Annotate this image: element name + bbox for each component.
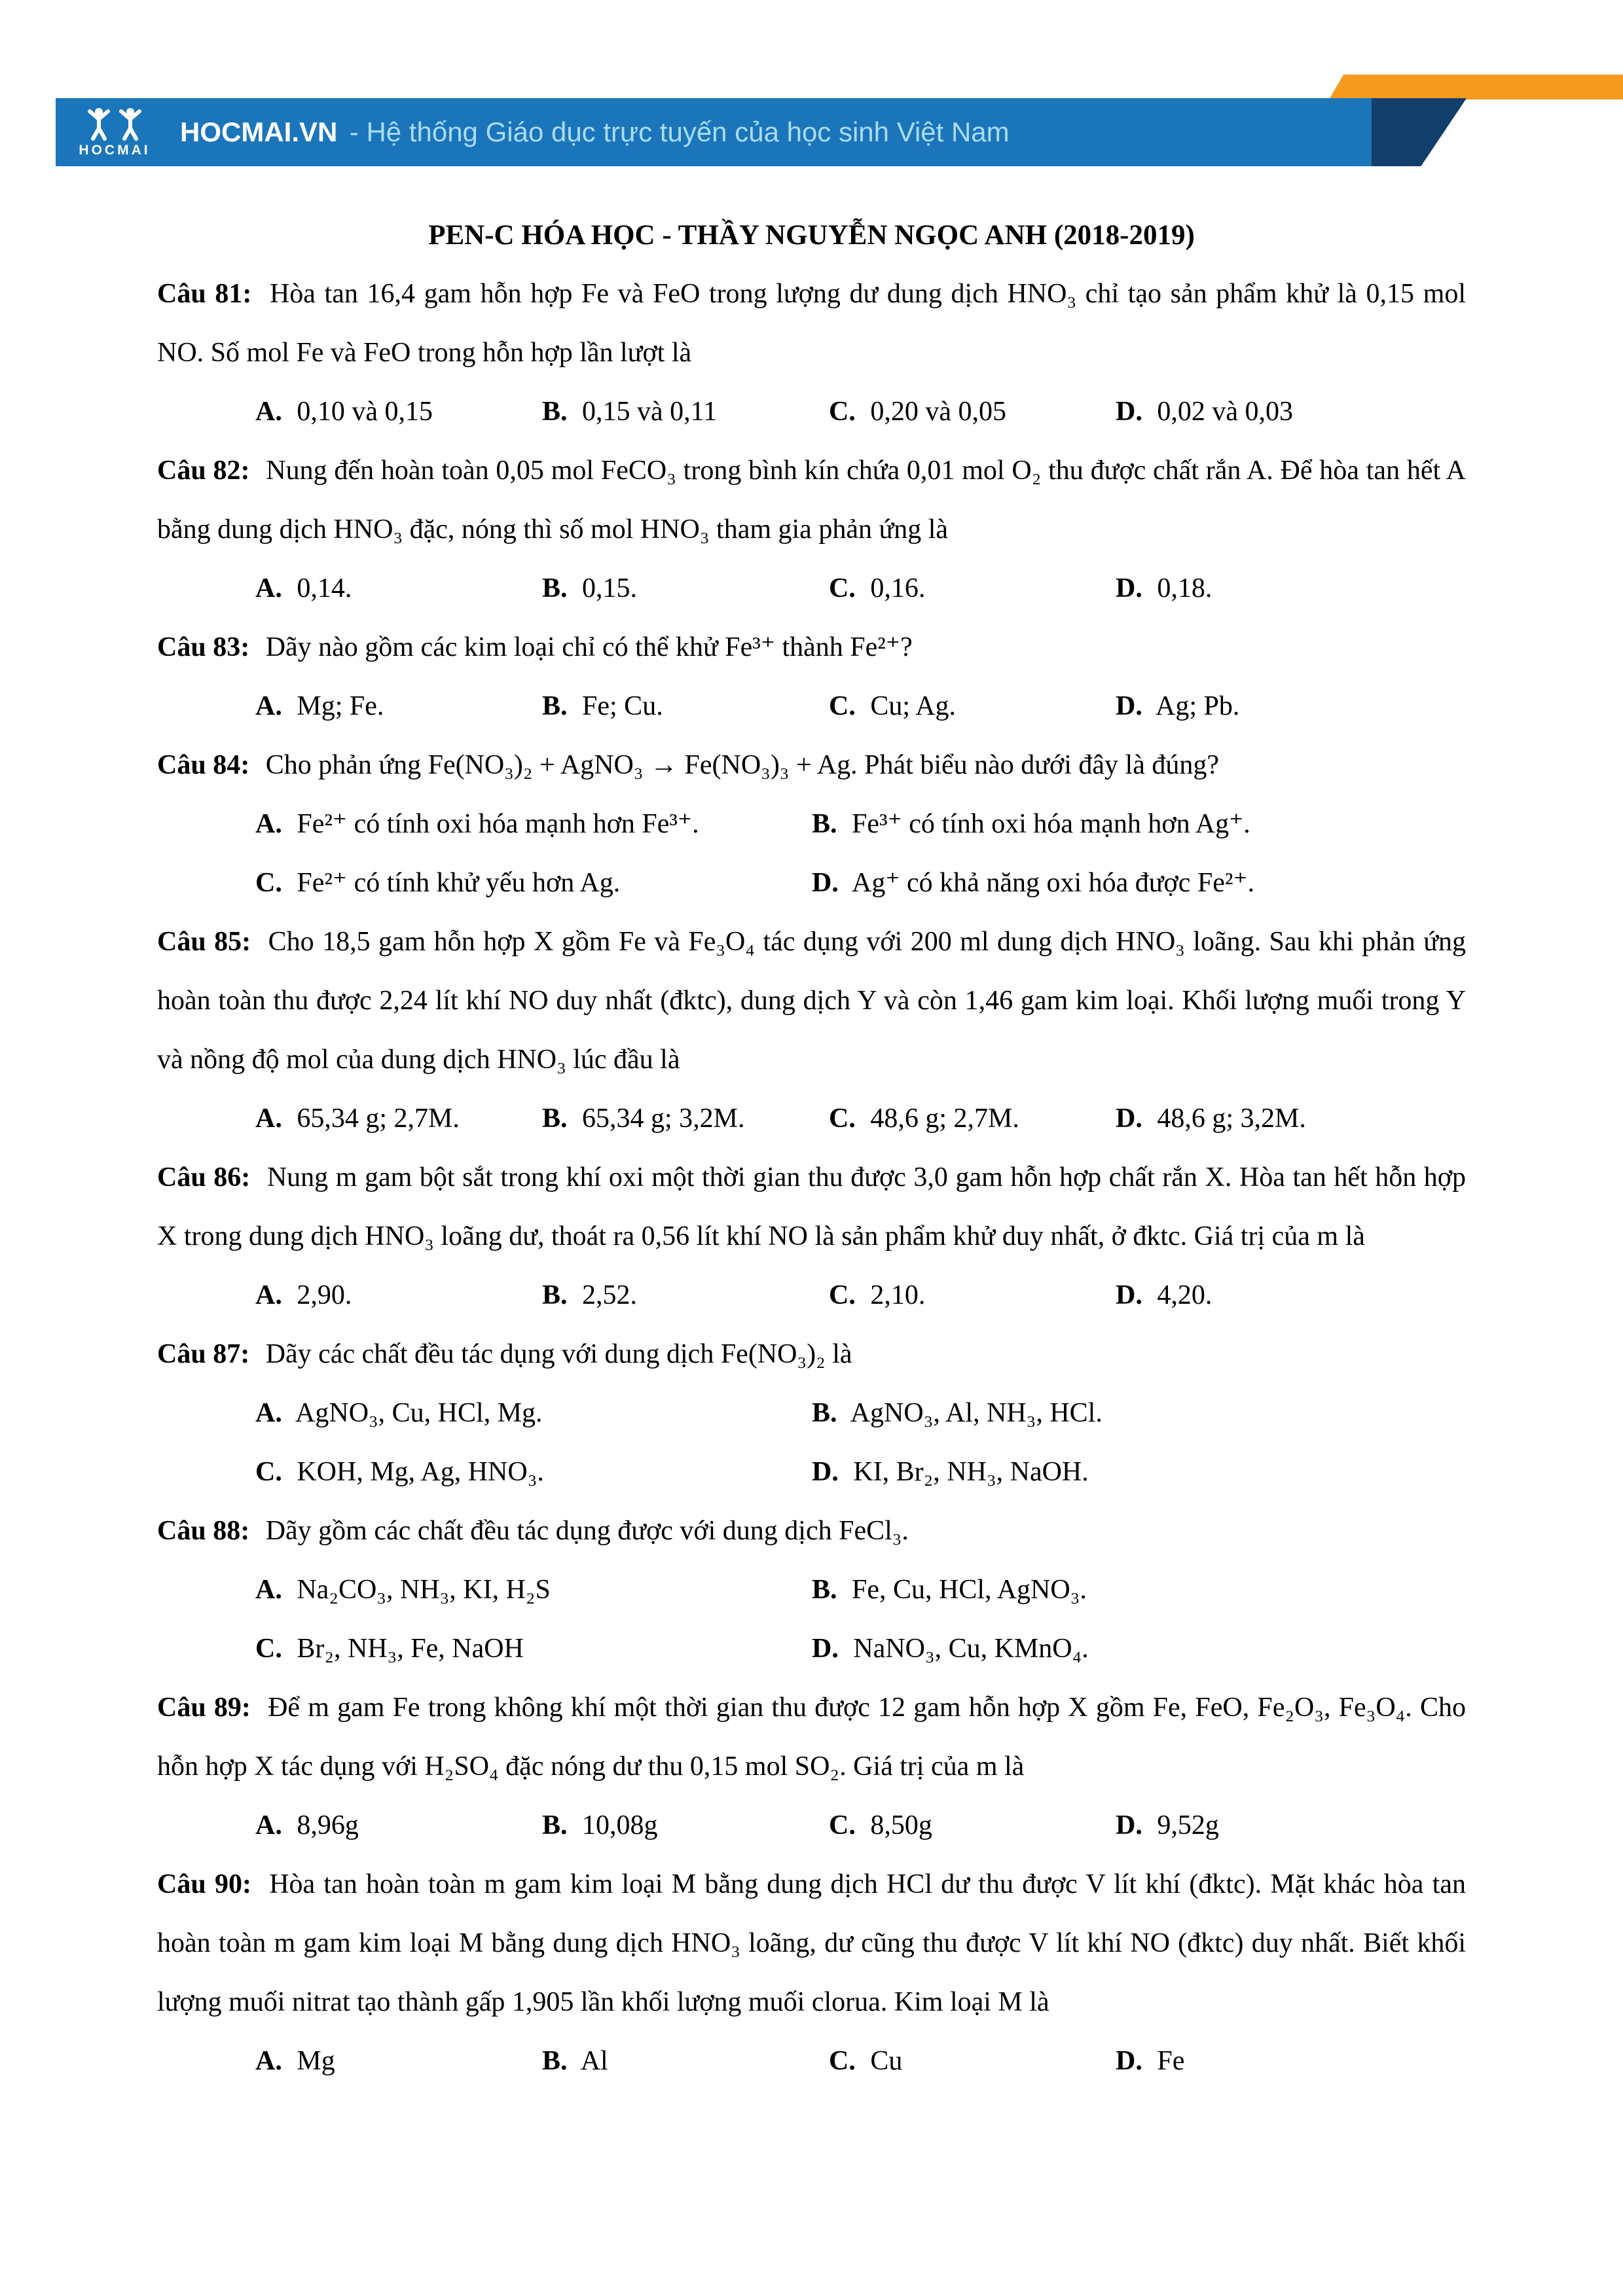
option-b [542, 1089, 829, 1148]
question-body: Cho phản ứng Fe(NO₃)₂ + AgNO₃ → Fe(NO₃)₃ + Ag. Phát biểu nào dưới đây là đúng? [265, 750, 1220, 780]
option-text: Mg; Fe. [297, 691, 384, 721]
option-key: D. [1116, 1810, 1142, 1840]
option-text: 0,18. [1157, 573, 1213, 603]
option-d [812, 1619, 1368, 1678]
option-text: 4,20. [1157, 1280, 1213, 1310]
question-text [157, 1148, 1466, 1266]
question-body: Hòa tan 16,4 gam hỗn hợp Fe và FeO trong lượng dư dung dịch HNO₃ chỉ tạo sản phẩm khử là 0,15 mol NO. Số mol Fe và FeO trong hỗn hợp lần lượt là [157, 279, 1466, 368]
option-key: B. [542, 2046, 568, 2076]
hocmai-logo [75, 106, 154, 158]
option-text: 0,20 và 0,05 [870, 397, 1006, 427]
option-key: D. [1116, 397, 1142, 427]
question-text [157, 441, 1466, 559]
question-label: Câu 81: [157, 279, 252, 309]
option-c [829, 382, 1116, 441]
question-label: Câu 89: [157, 1693, 251, 1723]
question-82 [157, 441, 1466, 618]
question-body: Để m gam Fe trong không khí một thời gian thu được 12 gam hỗn hợp X gồm Fe, FeO, Fe₂O₃, Fe₃O₄. Cho hỗn hợp X tác dụng với H₂SO₄ đặc nóng dư thu 0,15 mol SO₂. Giá trị của m là [157, 1693, 1466, 1782]
option-c [829, 2032, 1116, 2090]
option-c [829, 1266, 1116, 1325]
option-key: A. [255, 1398, 282, 1428]
brand-tagline: - Hệ thống Giáo dục trực tuyến của học sinh Việt Nam [349, 117, 1010, 147]
option-text: KI, Br₂, NH₃, NaOH. [853, 1457, 1089, 1487]
option-key: C. [829, 1280, 856, 1310]
option-b [542, 1266, 829, 1325]
question-body: Nung đến hoàn toàn 0,05 mol FeCO₃ trong bình kín chứa 0,01 mol O₂ thu được chất rắn A. Để hòa tan hết A bằng dung dịch HNO₃ đặc, nóng thì số mol HNO₃ tham gia phản ứng là [157, 456, 1466, 545]
option-a [255, 1560, 812, 1619]
question-body: Dãy các chất đều tác dụng với dung dịch Fe(NO₃)₂ là [265, 1339, 852, 1369]
option-text: Cu; Ag. [870, 691, 957, 721]
options-row [255, 677, 1466, 736]
option-key: B. [542, 1280, 568, 1310]
question-body: Dãy gồm các chất đều tác dụng được với dung dịch FeCl₃. [265, 1516, 909, 1546]
question-87 [157, 1325, 1466, 1501]
question-text [157, 912, 1466, 1089]
option-key: D. [812, 1457, 839, 1487]
option-key: A. [255, 397, 282, 427]
option-key: C. [829, 1103, 856, 1134]
question-text [157, 264, 1466, 382]
option-key: C. [255, 1634, 282, 1664]
question-label: Câu 87: [157, 1339, 250, 1369]
option-key: A. [255, 573, 282, 603]
question-label: Câu 82: [157, 456, 250, 486]
header-banner [56, 98, 1372, 166]
options-row [255, 1619, 1466, 1678]
option-d [812, 853, 1368, 912]
question-label: Câu 88: [157, 1516, 250, 1546]
option-b [542, 677, 829, 736]
option-text: Fe²⁺ có tính oxi hóa mạnh hơn Fe³⁺. [297, 809, 699, 839]
option-b [812, 795, 1368, 853]
options-row [255, 795, 1466, 853]
option-key: B. [812, 809, 837, 839]
question-text [157, 618, 1466, 677]
question-label: Câu 90: [157, 1869, 251, 1899]
option-key: D. [812, 1634, 839, 1664]
option-a [255, 1266, 542, 1325]
option-key: D. [1116, 573, 1142, 603]
header-orange-accent-bar [1329, 75, 1623, 99]
option-c [829, 1796, 1116, 1855]
option-key: B. [542, 691, 568, 721]
option-key: C. [255, 868, 282, 898]
option-text: Fe³⁺ có tính oxi hóa mạnh hơn Ag⁺. [852, 809, 1250, 839]
option-c [255, 1443, 812, 1501]
option-key: C. [829, 1810, 856, 1840]
option-b [542, 382, 829, 441]
option-text: 10,08g [582, 1810, 658, 1840]
question-84 [157, 736, 1466, 912]
option-text: Ag⁺ có khả năng oxi hóa được Fe²⁺. [852, 868, 1255, 898]
question-86 [157, 1148, 1466, 1325]
option-text: Na₂CO₃, NH₃, KI, H₂S [297, 1575, 551, 1605]
option-text: Cu [870, 2046, 903, 2076]
option-key: D. [812, 868, 839, 898]
option-b [812, 1560, 1368, 1619]
option-d [1116, 382, 1293, 441]
question-83 [157, 618, 1466, 736]
option-key: B. [542, 573, 568, 603]
option-text: 8,50g [870, 1810, 932, 1840]
option-a [255, 1796, 542, 1855]
option-text: KOH, Mg, Ag, HNO₃. [297, 1457, 544, 1487]
option-key: C. [255, 1457, 282, 1487]
option-text: 0,14. [297, 573, 352, 603]
option-key: D. [1116, 691, 1142, 721]
option-c [829, 1089, 1116, 1148]
options-row [255, 1089, 1466, 1148]
option-text: 0,16. [870, 573, 926, 603]
question-text [157, 1501, 1466, 1560]
option-b [542, 2032, 829, 2090]
options-row [255, 853, 1466, 912]
option-key: C. [829, 573, 856, 603]
option-text: 2,52. [582, 1280, 638, 1310]
option-text: 48,6 g; 3,2M. [1157, 1103, 1306, 1134]
option-text: 9,52g [1157, 1810, 1219, 1840]
question-label: Câu 83: [157, 632, 250, 662]
option-d [812, 1443, 1368, 1501]
option-text: 0,15. [582, 573, 638, 603]
option-key: B. [812, 1575, 837, 1605]
question-text [157, 1325, 1466, 1384]
option-text: Fe [1157, 2046, 1185, 2076]
hocmai-people-icon [75, 106, 154, 141]
options-row [255, 559, 1466, 618]
options-row [255, 1560, 1466, 1619]
question-label: Câu 85: [157, 927, 251, 957]
option-key: A. [255, 1575, 282, 1605]
option-a [255, 795, 812, 853]
option-key: B. [812, 1398, 837, 1428]
question-body: Dãy nào gồm các kim loại chỉ có thể khử Fe³⁺ thành Fe²⁺? [265, 632, 913, 662]
option-text: Ag; Pb. [1156, 691, 1240, 721]
option-key: A. [255, 2046, 282, 2076]
option-text: Fe, Cu, HCl, AgNO₃. [852, 1575, 1087, 1605]
question-88 [157, 1501, 1466, 1678]
question-label: Câu 86: [157, 1162, 251, 1193]
option-b [812, 1384, 1368, 1443]
option-d [1116, 1266, 1212, 1325]
option-key: D. [1116, 1103, 1142, 1134]
option-text: Mg [297, 2046, 335, 2076]
question-89 [157, 1678, 1466, 1855]
question-label: Câu 84: [157, 750, 250, 780]
options-row [255, 2032, 1466, 2090]
brand-name: HOCMAI.VN [180, 117, 338, 147]
option-c [255, 853, 812, 912]
option-text: Fe²⁺ có tính khử yếu hơn Ag. [297, 868, 621, 898]
option-text: 8,96g [297, 1810, 359, 1840]
question-body: Hòa tan hoàn toàn m gam kim loại M bằng dung dịch HCl dư thu được V lít khí (đktc). Mặt khác hòa tan hoàn toàn m gam kim loại M bằng dung dịch HNO₃ loãng, dư cũng thu được V lít khí NO (đktc) duy nhất. Biết khối lượng muối nitrat tạo thành gấp 1,905 lần khối lượng muối clorua. Kim loại M là [157, 1869, 1466, 2017]
option-key: B. [542, 1810, 568, 1840]
option-a [255, 382, 542, 441]
option-a [255, 2032, 542, 2090]
option-key: C. [829, 2046, 856, 2076]
option-key: C. [829, 691, 856, 721]
option-text: Br₂, NH₃, Fe, NaOH [297, 1634, 524, 1664]
option-d [1116, 677, 1239, 736]
question-body: Cho 18,5 gam hỗn hợp X gồm Fe và Fe₃O₄ tác dụng với 200 ml dung dịch HNO₃ loãng. Sau khi phản ứng hoàn toàn thu được 2,24 lít khí NO duy nhất (đktc), dung dịch Y và còn 1,46 gam kim loại. Khối lượng muối trong Y và nồng độ mol của dung dịch HNO₃ lúc đầu là [157, 927, 1466, 1075]
question-text [157, 1678, 1466, 1796]
banner-text [180, 117, 1010, 148]
options-row [255, 382, 1466, 441]
option-text: 48,6 g; 2,7M. [870, 1103, 1019, 1134]
options-row [255, 1796, 1466, 1855]
option-text: Al [580, 2046, 608, 2076]
option-text: 0,02 và 0,03 [1157, 397, 1293, 427]
options-row [255, 1266, 1466, 1325]
options-row [255, 1384, 1466, 1443]
option-a [255, 1089, 542, 1148]
option-a [255, 1384, 812, 1443]
option-d [1116, 1089, 1306, 1148]
option-key: A. [255, 1810, 282, 1840]
option-text: 65,34 g; 2,7M. [297, 1103, 460, 1134]
options-row [255, 1443, 1466, 1501]
question-81 [157, 264, 1466, 441]
option-text: AgNO₃, Al, NH₃, HCl. [850, 1398, 1103, 1428]
option-text: 2,10. [870, 1280, 926, 1310]
question-body: Nung m gam bột sắt trong khí oxi một thời gian thu được 3,0 gam hỗn hợp chất rắn X. Hòa tan hết hỗn hợp X trong dung dịch HNO₃ loãng dư, thoát ra 0,56 lít khí NO là sản phẩm khử duy nhất, ở đktc. Giá trị của m là [157, 1162, 1467, 1251]
option-key: B. [542, 397, 568, 427]
option-text: 0,15 và 0,11 [582, 397, 718, 427]
option-text: 2,90. [297, 1280, 352, 1310]
question-text [157, 736, 1466, 795]
option-text: AgNO₃, Cu, HCl, Mg. [295, 1398, 543, 1428]
option-c [255, 1619, 812, 1678]
option-d [1116, 2032, 1184, 2090]
question-90 [157, 1855, 1466, 2090]
option-b [542, 559, 829, 618]
option-a [255, 559, 542, 618]
document-title: PEN-C HÓA HỌC - THẦY NGUYỄN NGỌC ANH (2018-2019) [428, 220, 1195, 251]
option-key: A. [255, 1103, 282, 1134]
option-text: 65,34 g; 3,2M. [582, 1103, 745, 1134]
option-text: NaNO₃, Cu, KMnO₄. [853, 1634, 1089, 1664]
option-d [1116, 1796, 1219, 1855]
option-key: C. [829, 397, 856, 427]
option-key: B. [542, 1103, 568, 1134]
option-text: 0,10 và 0,15 [297, 397, 433, 427]
option-c [829, 559, 1116, 618]
option-key: A. [255, 691, 282, 721]
question-text [157, 1855, 1466, 2032]
option-c [829, 677, 1116, 736]
option-b [542, 1796, 829, 1855]
option-d [1116, 559, 1212, 618]
question-85 [157, 912, 1466, 1148]
option-text: Fe; Cu. [582, 691, 663, 721]
option-a [255, 677, 542, 736]
logo-wordmark: HOCMAI [79, 143, 151, 158]
option-key: A. [255, 1280, 282, 1310]
option-key: A. [255, 809, 282, 839]
option-key: D. [1116, 2046, 1142, 2076]
option-key: D. [1116, 1280, 1142, 1310]
